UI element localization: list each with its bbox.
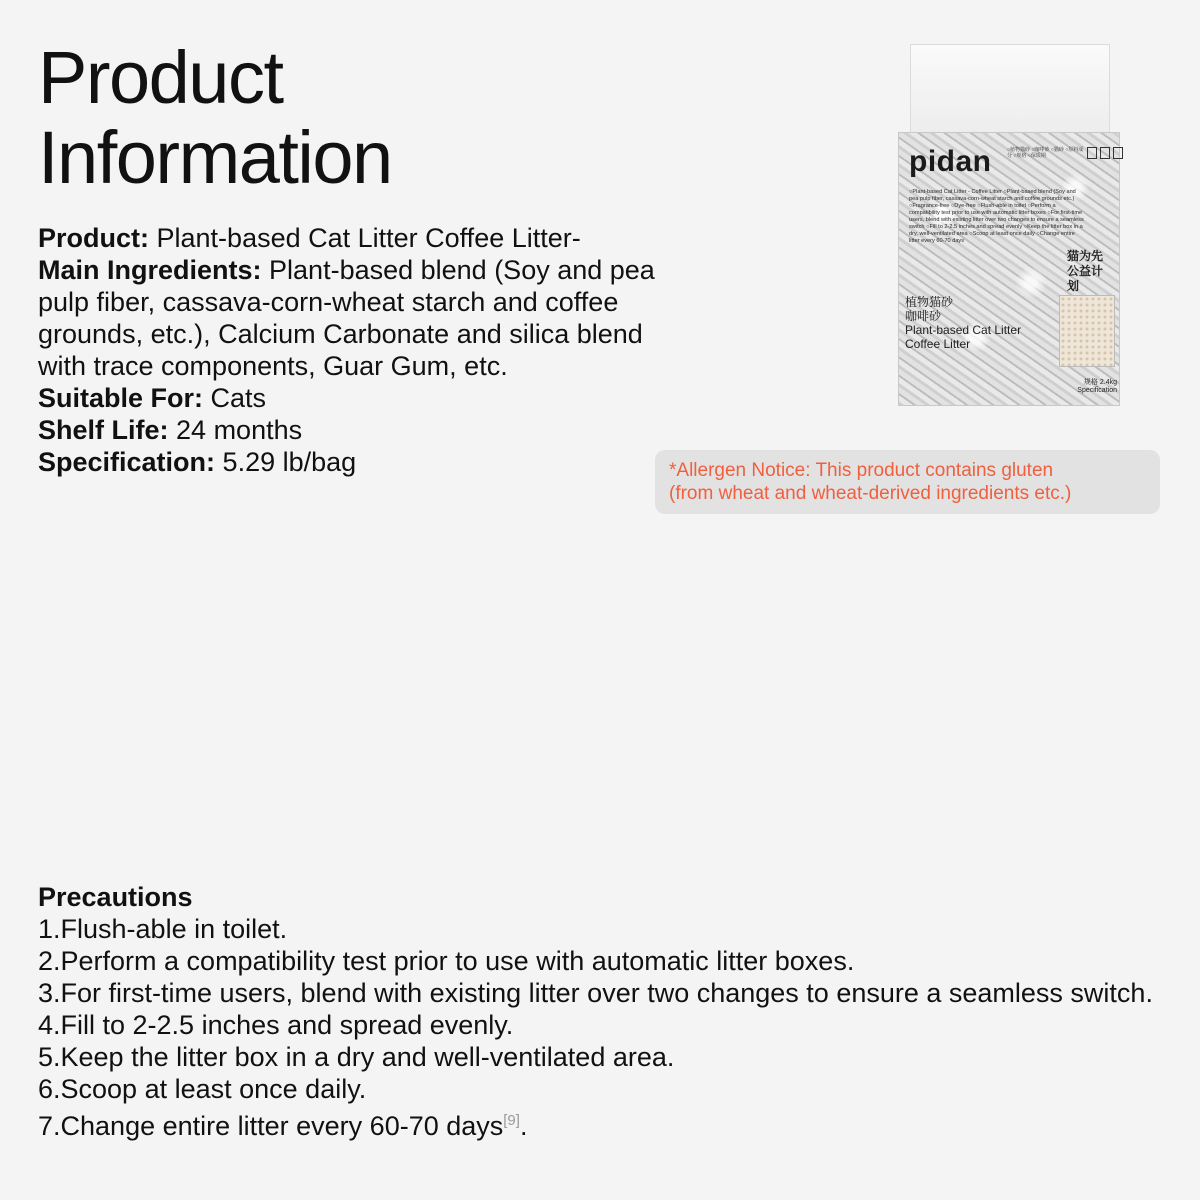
spec-label: Product: (38, 223, 149, 253)
precautions-title: Precautions (38, 882, 193, 912)
bag-top-seal (910, 44, 1110, 133)
bag-spec-label (1067, 379, 1117, 395)
spec-value: Plant-based blend (Soy and pea pulp fiber, cassava-corn-wheat starch and coffee grounds, etc.), Calcium Carbonate and silica blend with trace components, Guar Gum, etc. (38, 255, 655, 381)
bag-fine-print-top: ○植物猫砂 ○咖啡砂 ○猫砂 ○原料成分 ○规格 ○保质期 (1007, 147, 1084, 159)
spec-label: Shelf Life: (38, 415, 169, 445)
bag-fine-print-body: ○Plant-based Cat Litter - Coffee Litter ○Plant-based blend (Soy and pea pulp fiber, cassava-corn-wheat starch and coffee grounds etc.) ○Fragrance-free ○Dye-free ○Flush-able in toilet ○Perform a compatibility test prior to use with automatic litter boxes ○For first-time users, blend with existing litter over two changes to ensure a seamless switch ○Fill to 2-2.5 inches and spread evenly ○Keep the litter box in a dry, well-ventilated area ○Scoop at least once daily ○Change entire litter every 60-70 days (909, 189, 1084, 244)
precaution-end-punct: . (519, 1111, 528, 1141)
spec-row-product (38, 222, 688, 254)
care-icon (1113, 147, 1123, 159)
allergen-notice-line-2: (from wheat and wheat-derived ingredients etc.) (669, 483, 1072, 504)
precaution-item-last (38, 1105, 1158, 1142)
bag-name-en-2: Coffee Litter (905, 337, 971, 351)
bag-body (898, 132, 1120, 406)
bag-name-cn-1: 植物猫砂 (905, 295, 954, 309)
precautions-section (38, 881, 1158, 1142)
precaution-item: 2.Perform a compatibility test prior to use with automatic litter boxes. (38, 946, 855, 976)
precaution-item: 3.For first-time users, blend with existing litter over two changes to ensure a seamless switch. (38, 978, 1153, 1008)
spec-row-shelf-life (38, 414, 688, 446)
product-specs (38, 222, 688, 478)
footnote-reference[interactable]: [9] (503, 1112, 520, 1129)
spec-row-suitable-for (38, 382, 688, 414)
bag-care-icons (1087, 147, 1123, 159)
spec-row-specification (38, 446, 688, 478)
bag-spec-cn: 规格 2.4kg (1083, 379, 1117, 386)
care-icon (1100, 147, 1110, 159)
allergen-notice (655, 450, 1160, 514)
care-icon (1087, 147, 1097, 159)
page-title (38, 38, 598, 198)
precaution-text: 7.Change entire litter every 60-70 days (38, 1111, 504, 1141)
spec-label: Main Ingredients: (38, 255, 262, 285)
spec-label: Suitable For: (38, 383, 204, 413)
spec-value: 24 months (176, 415, 303, 445)
spec-value: 5.29 lb/bag (222, 447, 357, 477)
spec-value: Plant-based Cat Litter Coffee Litter- (156, 223, 581, 253)
precaution-item: 1.Flush-able in toilet. (38, 914, 288, 944)
bag-product-name (905, 295, 1055, 351)
bag-spec-en: Specification (1077, 387, 1117, 394)
bag-litter-window (1059, 295, 1115, 367)
bag-side-label (1067, 249, 1113, 294)
product-image (898, 44, 1120, 406)
spec-value: Cats (210, 383, 267, 413)
page-title-line-1: Product (38, 36, 283, 119)
precaution-item: 4.Fill to 2-2.5 inches and spread evenly. (38, 1010, 514, 1040)
bag-side-char: 猫为先 (1067, 249, 1104, 263)
bag-name-cn-2: 咖啡砂 (905, 309, 942, 323)
precaution-item: 5.Keep the litter box in a dry and well-ventilated area. (38, 1042, 675, 1072)
spec-row-ingredients (38, 254, 688, 382)
bag-name-en-1: Plant-based Cat Litter (905, 323, 1022, 337)
precaution-item: 6.Scoop at least once daily. (38, 1074, 367, 1104)
brand-logo: pidan (909, 145, 992, 178)
page-title-line-2: Information (38, 116, 392, 199)
allergen-notice-line-1: *Allergen Notice: This product contains gluten (669, 460, 1054, 481)
bag-side-char: 公益计划 (1067, 264, 1104, 293)
spec-label: Specification: (38, 447, 216, 477)
